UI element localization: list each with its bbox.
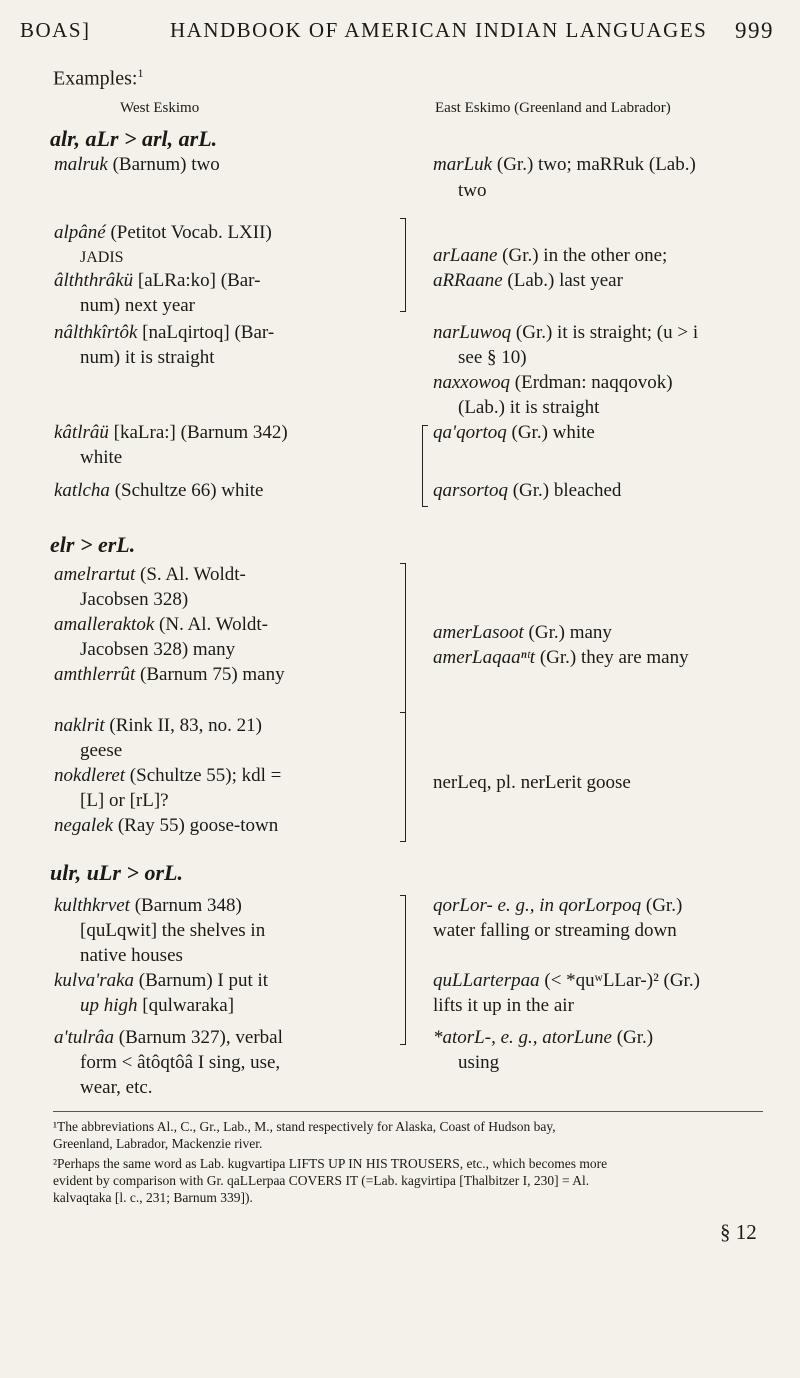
west-entry: katlcha (Schultze 66) white: [54, 480, 264, 501]
footnote-line: evident by comparison with Gr. qaLLerpaa COVERS IT (=Lab. kagvirtipa [Thalbitzer I, 230] = Al.: [53, 1173, 590, 1188]
west-entry: âlththrâkü [aLRa:ko] (Bar-: [54, 270, 261, 291]
east-entry: lifts it up in the air: [433, 995, 574, 1016]
section-alr-title: alr, aLr > arl, arL.: [50, 126, 218, 151]
east-entry: *atorL-, e. g., atorLune (Gr.): [433, 1027, 654, 1048]
west-entry: kâtlrâü [kaLra:] (Barnum 342): [54, 422, 288, 443]
west-entry: a'tulrâa (Barnum 327), verbal: [54, 1027, 283, 1048]
east-entry: (Lab.) it is straight: [458, 397, 600, 418]
west-entry: amalleraktok (N. Al. Woldt-: [54, 614, 268, 635]
west-entry: nâlthkîrtôk [naLqirtoq] (Bar-: [54, 322, 275, 343]
east-entry: narLuwoq (Gr.) it is straight; (u > i: [433, 322, 699, 343]
west-entry: native houses: [80, 945, 183, 966]
footnote-rule: [53, 1111, 763, 1112]
west-entry: white: [80, 447, 123, 468]
east-entry: arLaane (Gr.) in the other one;: [433, 245, 668, 266]
west-entry: amthlerrût (Barnum 75) many: [54, 664, 285, 685]
footnote-line: Greenland, Labrador, Mackenzie river.: [53, 1136, 263, 1151]
west-entry: kulthkrvet (Barnum 348): [54, 895, 242, 916]
east-entry: naxxowoq (Erdman: naqqovok): [433, 372, 673, 393]
east-entry: using: [458, 1052, 500, 1073]
east-entry: qa'qortoq (Gr.) white: [433, 422, 595, 443]
west-entry: amelrartut (S. Al. Woldt-: [54, 564, 246, 585]
footnote-line: ¹The abbreviations Al., C., Gr., Lab., M., stand respectively for Alaska, Coast of Hudson bay,: [53, 1119, 556, 1134]
west-entry: JADIS: [80, 249, 124, 266]
bracket: [400, 895, 406, 1045]
east-eskimo-heading: East Eskimo (Greenland and Labrador): [435, 100, 671, 116]
east-entry: marLuk (Gr.) two; maRRuk (Lab.): [433, 154, 696, 175]
east-entry: qarsortoq (Gr.) bleached: [433, 480, 622, 501]
west-entry: form < âtôqtôâ I sing, use,: [80, 1052, 281, 1073]
east-entry: water falling or streaming down: [433, 920, 677, 941]
footnote-line: ²Perhaps the same word as Lab. kugvartipa LIFTS UP IN HIS TROUSERS, etc., which becomes more: [53, 1156, 608, 1171]
east-entry: aRRaane (Lab.) last year: [433, 270, 623, 291]
section-elr-title: elr > erL.: [50, 532, 136, 557]
running-head-title: HANDBOOK OF AMERICAN INDIAN LANGUAGES: [170, 18, 708, 42]
west-entry: geese: [80, 740, 123, 761]
east-entry: see § 10): [458, 347, 527, 368]
west-entry: [L] or [rL]?: [80, 790, 169, 811]
east-entry: amerLasoot (Gr.) many: [433, 622, 612, 643]
east-entry: two: [458, 180, 487, 201]
section-mark: § 12: [720, 1220, 757, 1244]
west-eskimo-heading: West Eskimo: [120, 100, 200, 116]
west-entry: num) next year: [80, 295, 196, 316]
running-head-left: BOAS]: [20, 18, 91, 42]
west-entry: num) it is straight: [80, 347, 215, 368]
bracket: [400, 563, 406, 713]
west-entry: wear, etc.: [80, 1077, 153, 1098]
east-entry: amerLaqaaⁿᵗt (Gr.) they are many: [433, 647, 689, 668]
east-entry: nerLeq, pl. nerLerit goose: [433, 772, 631, 793]
west-entry: kulva'raka (Barnum) I put it: [54, 970, 269, 991]
page-number: 999: [735, 18, 774, 43]
section-ulr-title: ulr, uLr > orL.: [50, 860, 183, 885]
east-entry: quLLarterpaa (< *quʷLLar-)² (Gr.): [433, 970, 700, 991]
footnote-line: kalvaqtaka [l. c., 231; Barnum 339]).: [53, 1190, 253, 1205]
west-entry: [quLqwit] the shelves in: [80, 920, 266, 941]
bracket: [400, 712, 406, 842]
east-entry: qorLor- e. g., in qorLorpoq (Gr.): [433, 895, 683, 916]
bracket: [422, 425, 428, 507]
west-entry: nokdleret (Schultze 55); kdl =: [54, 765, 282, 786]
west-entry: Jacobsen 328): [80, 589, 189, 610]
west-entry: malruk (Barnum) two: [54, 154, 220, 175]
examples-heading: Examples:$^1$: [53, 66, 144, 90]
west-entry: up high [qulwaraka]: [80, 995, 235, 1016]
bracket: [400, 218, 406, 312]
west-entry: naklrit (Rink II, 83, no. 21): [54, 715, 262, 736]
west-entry: Jacobsen 328) many: [80, 639, 236, 660]
west-entry: alpâné (Petitot Vocab. LXII): [54, 222, 272, 243]
west-entry: negalek (Ray 55) goose-town: [54, 815, 279, 836]
